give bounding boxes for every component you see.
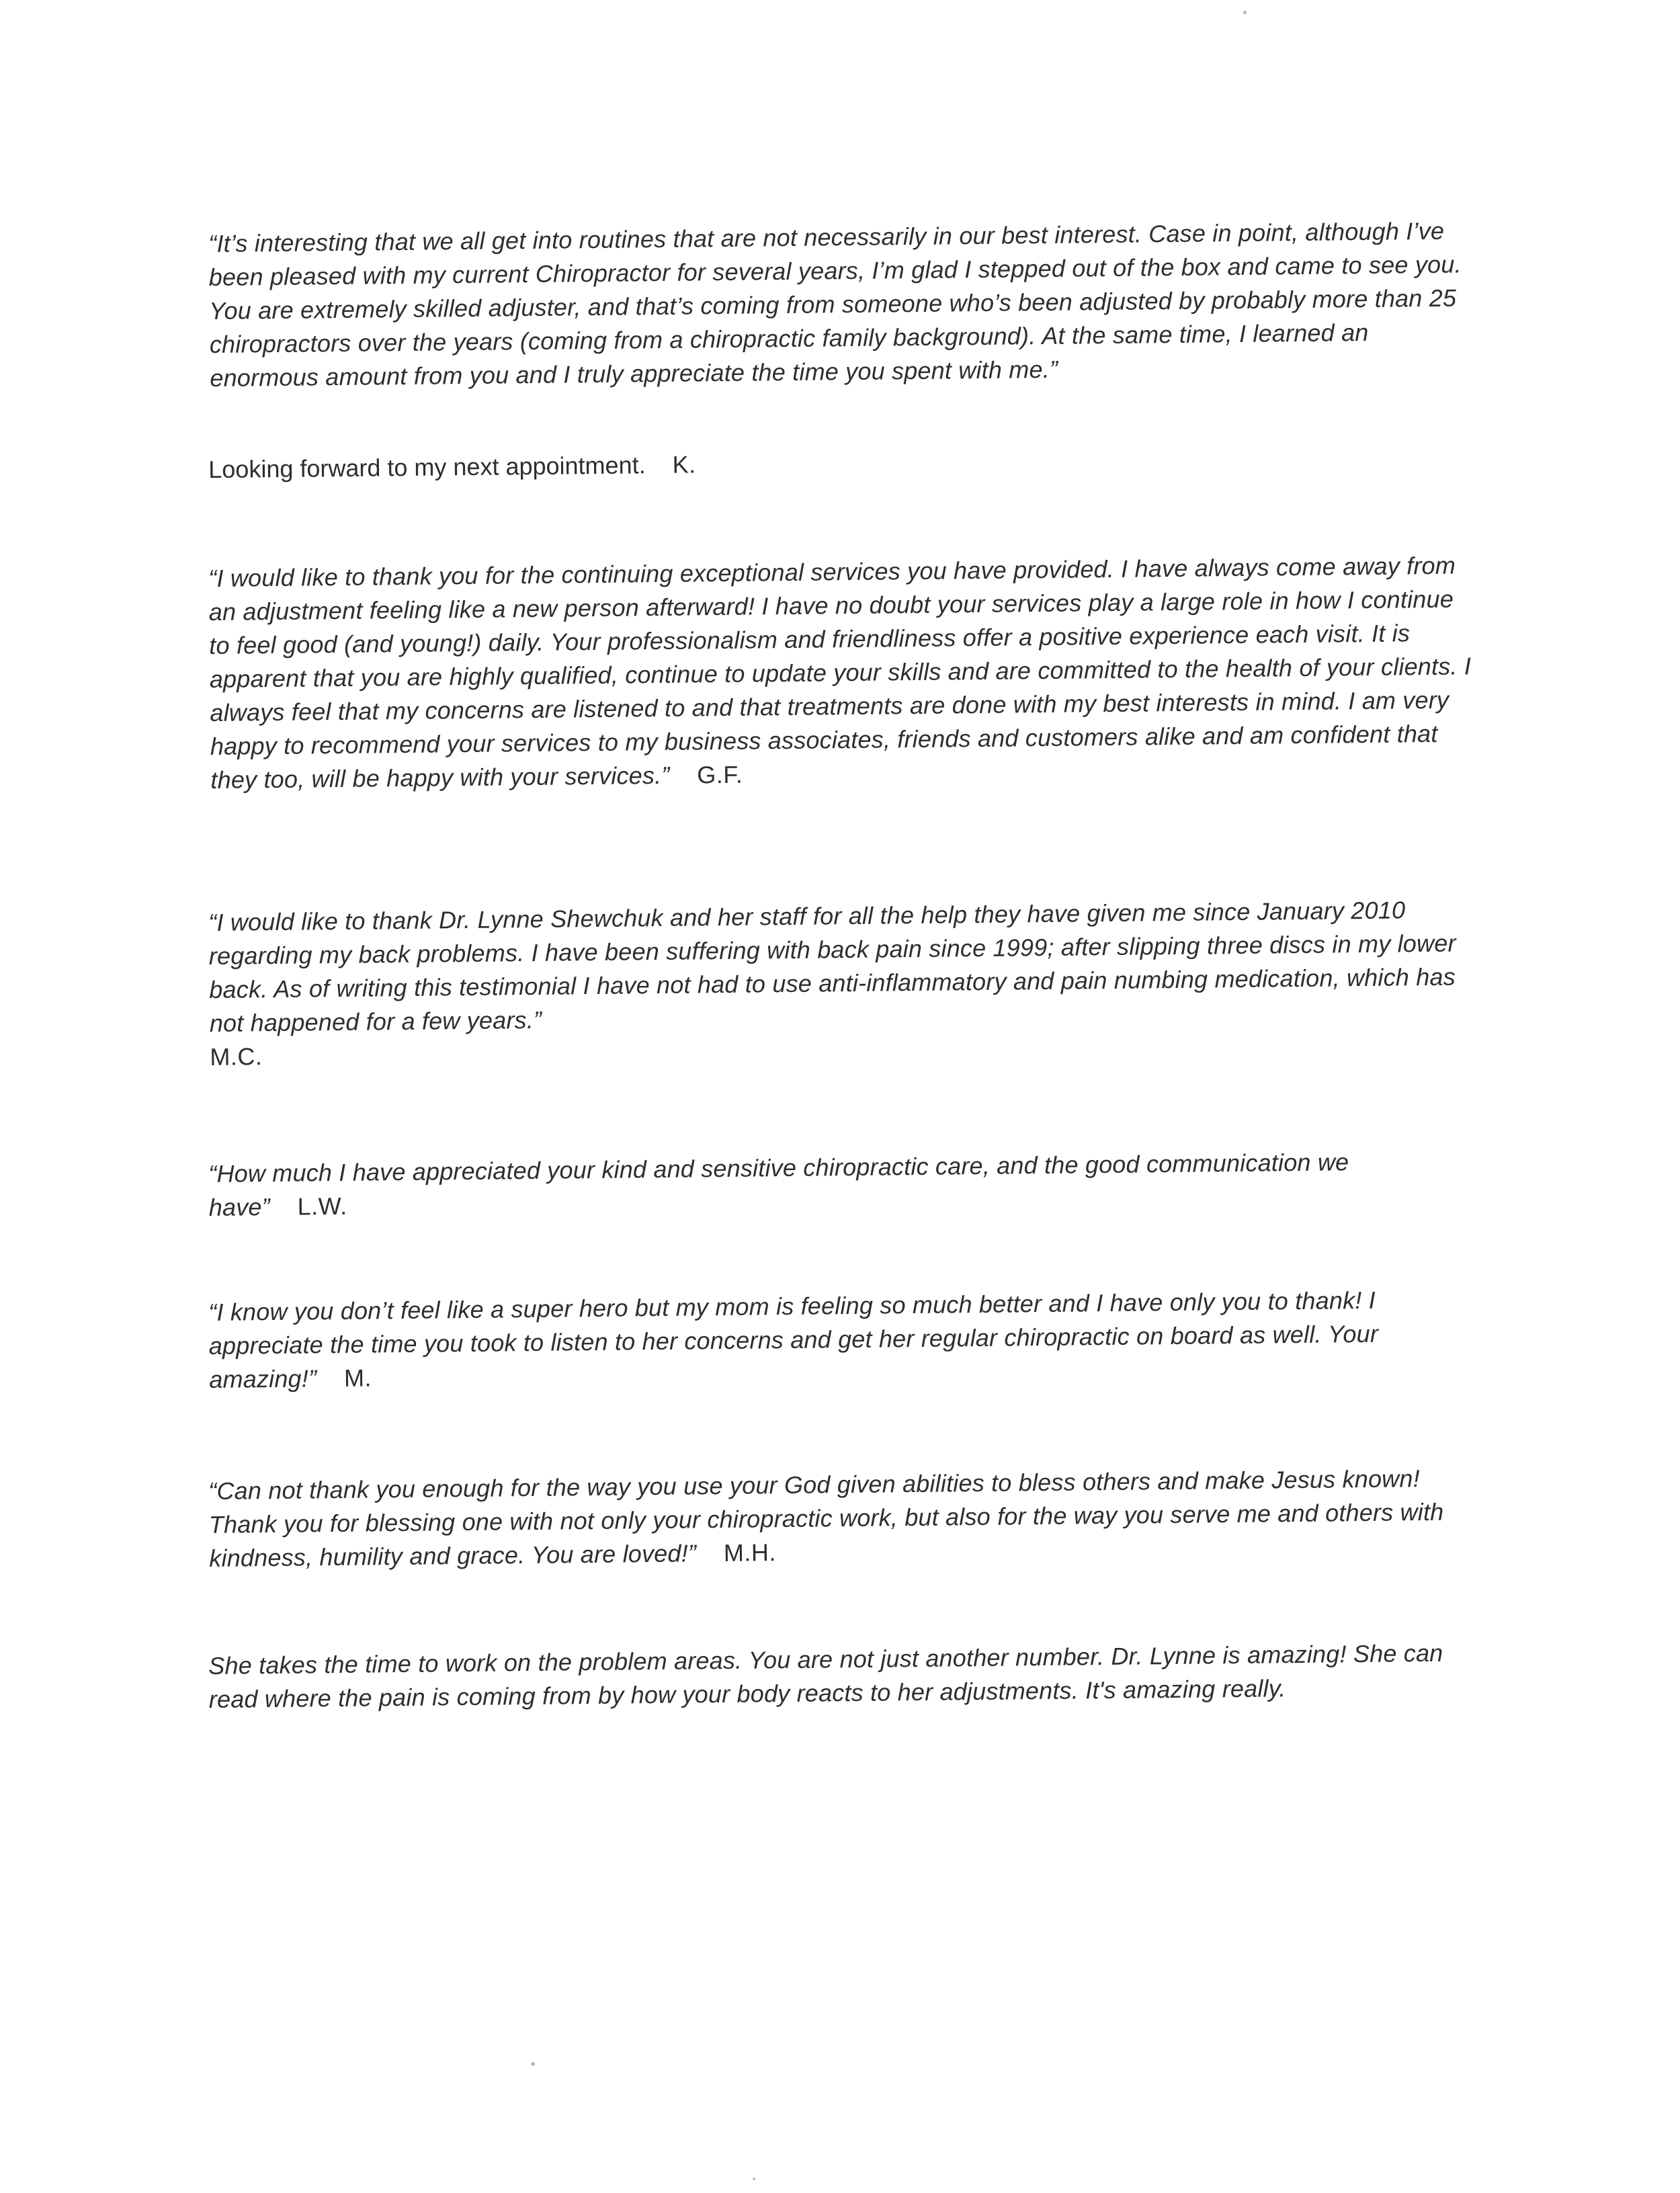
- scan-speck: [753, 2178, 755, 2180]
- testimonial-7: [208, 1637, 1459, 1716]
- testimonial-quote: “Can not thank you enough for the way you use your God given abilities to bless others and make Jesus known! Thank you for blessing one with not only your chiropractic work, but also for the way you serve me and others with kindness, humility and grace. You are loved!”: [208, 1464, 1444, 1572]
- testimonial-quote: “I would like to thank you for the continuing exceptional services you have provided. I have always come away from an adjustment feeling like a new person afterward! I have no doubt your services play a large role in how I continue to feel good (and young!) daily. Your professionalism and friendliness offer a positive experience each visit. It is apparent that you are highly qualified, continue to update your skills and are committed to the health of your clients. I always feel that my concerns are listened to and that treatments are done with my best interests in mind. I am very happy to recommend your services to my business associates, friends and customers alike and am confident that they too, will be happy with your services.”: [208, 551, 1472, 794]
- testimonial-5: [208, 1282, 1472, 1397]
- testimonial-signature: M.H.: [723, 1538, 777, 1567]
- testimonial-signature: M.: [343, 1364, 372, 1392]
- testimonial-1-closing-line: [208, 444, 1015, 487]
- testimonial-closing: Looking forward to my next appointment.: [208, 451, 646, 483]
- testimonial-6: [208, 1461, 1472, 1575]
- testimonial-3: [208, 893, 1474, 1074]
- testimonial-quote: “It’s interesting that we all get into routines that are not necessarily in our best interest. Case in point, although I’ve been pleased with my current Chiropractor for several years, I’m glad I stepped out of the box and came to see you. You are extremely skilled adjuster, and that’s coming from someone who’s been adjusted by probably more than 25 chiropractors over the years (coming from a chiropractic family background). At the same time, I learned an enormous amount from you and I truly appreciate the time you spent with me.”: [208, 216, 1462, 392]
- testimonial-quote: “I would like to thank Dr. Lynne Shewchuk and her staff for all the help they have given me since January 2010 regarding my back problems. I have been suffering with back pain since 1999; after slipping three discs in my lower back. As of writing this testimonial I have not had to use anti-inflammatory and pain numbing medication, which has not happened for a few years.”: [208, 896, 1456, 1037]
- testimonial-1: [208, 214, 1474, 395]
- testimonial-signature: G.F.: [697, 760, 743, 789]
- testimonial-signature: L.W.: [297, 1192, 347, 1220]
- testimonial-quote: “How much I have appreciated your kind and sensitive chiropractic care, and the good communication we have”: [208, 1148, 1349, 1221]
- testimonial-2: [208, 548, 1474, 797]
- testimonial-quote: “I know you don’t feel like a super hero but my mom is feeling so much better and I have only you to thank! I appreciate the time you took to listen to her concerns and get her regular chiropractic on board as well. Your amazing!”: [208, 1286, 1379, 1393]
- testimonial-signature: M.C.: [210, 1042, 263, 1071]
- testimonial-4: [208, 1145, 1351, 1225]
- testimonial-signature: K.: [672, 450, 696, 479]
- testimonial-quote: She takes the time to work on the problem areas. You are not just another number. Dr. Lynne is amazing! She can read where the pain is coming from by how your body reacts to her adjustments. It's amazing really.: [208, 1639, 1443, 1713]
- scan-speck: [1243, 11, 1247, 14]
- scan-speck: [531, 2062, 535, 2066]
